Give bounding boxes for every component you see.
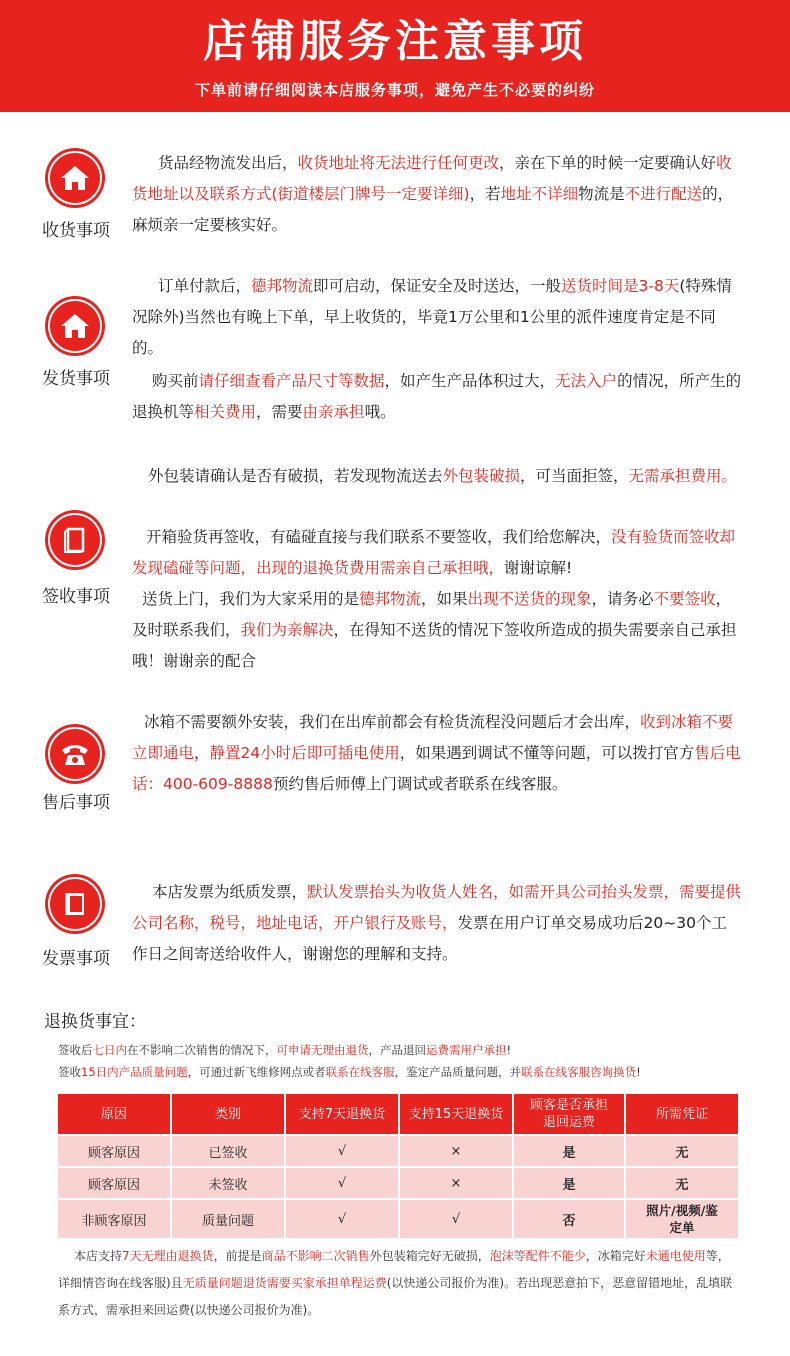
page-title: 店铺服务注意事项 (203, 16, 587, 67)
table-cell: × (400, 1136, 512, 1166)
table-cell: √ (400, 1200, 512, 1238)
table-header: 类别 (172, 1094, 284, 1134)
table-header: 支持7天退换货 (286, 1094, 398, 1134)
table-header-row (58, 1094, 738, 1134)
table-header: 顾客是否承担退回运费 (514, 1094, 624, 1134)
table-cell: √ (286, 1168, 398, 1198)
table-cell: 是 (514, 1168, 624, 1198)
telephone-icon (45, 724, 105, 784)
invoice-label: 发票事项 (42, 949, 110, 969)
after-label: 售后事项 (42, 793, 110, 813)
page-header (0, 0, 790, 112)
table-header: 原因 (58, 1094, 170, 1134)
page-subtitle: 下单前请仔细阅读本店服务事项，避免产生不必要的纠纷 (194, 81, 595, 99)
table-cell: 无 (626, 1168, 738, 1198)
returns-title: 退换货事宜： (44, 1012, 146, 1032)
receive-text: 货品经物流发出后，收货地址将无法进行任何更改，亲在下单的时候一定要确认好收货地址以及联系方式(街道楼层门牌号一定要详细)，若地址不详细物流是不进行配送的，麻烦亲一定要核实好。 (132, 154, 734, 234)
ship-text-1: 订单付款后，德邦物流即可启动，保证安全及时送达，一般送货时间是3-8天(特殊情况除外)当然也有晚上下单，早上收货的，毕竟1万公里和1公里的派件速度肯定是不同的。 (132, 277, 732, 357)
table-header: 支持15天退换货 (400, 1094, 512, 1134)
table-cell: 照片/视频/鉴定单 (626, 1200, 738, 1238)
returns-note-2: 签收15日内产品质量问题，可通过新飞维修网点或者联系在线客服，鉴定产品质量问题，并联系在线客服咨询换货! (58, 1065, 641, 1079)
table-cell: 顾客原因 (58, 1168, 170, 1198)
returns-footer: 本店支持7天无理由退换货，前提是商品不影响二次销售外包装箱完好无破损，泡沫等配件不能少，冰箱完好未通电使用等，详细情咨询在线客服)且无质量问题退货需要买家承担单程运费(以快递公司报价为准)。若出现恶意拍下，恶意留错地址，乱填联系方式，需承担来回运费(以快递公司报价为准)。 (58, 1249, 733, 1317)
table-cell: 已签收 (172, 1136, 284, 1166)
table-row (58, 1136, 738, 1166)
receive-label: 收货事项 (42, 221, 110, 241)
after-text: 冰箱不需要额外安装，我们在出库前都会有检货流程没问题后才会出库，收到冰箱不要立即通电，静置24小时后即可插电使用，如果遇到调试不懂等问题，可以拨打官方售后电话：400-609-8888预约售后师傅上门调试或者联系在线客服。 (132, 713, 741, 793)
book-icon (45, 510, 105, 570)
invoice-text: 本店发票为纸质发票，默认发票抬头为收货人姓名，如需开具公司抬头发票，需要提供公司名称，税号，地址电话，开户银行及账号，发票在用户订单交易成功后20~30个工作日之间寄送给收件人，谢谢您的理解和支持。 (132, 883, 742, 963)
table-cell: 否 (514, 1200, 624, 1238)
table-cell: × (400, 1168, 512, 1198)
table-row (58, 1168, 738, 1198)
returns-note-1: 签收后七日内在不影响二次销售的情况下，可申请无理由退货，产品退回运费需用户承担! (58, 1043, 512, 1057)
table-cell: 是 (514, 1136, 624, 1166)
table-cell: √ (286, 1136, 398, 1166)
ship-text-2: 购买前请仔细查看产品尺寸等数据，如产生产品体积过大，无法入户的情况，所产生的退换机等相关费用，需要由亲承担哦。 (132, 372, 742, 421)
table-cell: 顾客原因 (58, 1136, 170, 1166)
house-icon (45, 148, 105, 208)
ship-label: 发货事项 (42, 369, 110, 389)
red-book-icon (45, 874, 105, 934)
table-row (58, 1200, 738, 1238)
house-icon (45, 296, 105, 356)
sign-text-3: 送货上门，我们为大家采用的是德邦物流，如果出现不送货的现象，请务必不要签收，及时联系我们，我们为亲解决，在得知不送货的情况下签收所造成的损失需要亲自己承担哦！谢谢亲的配合 (132, 590, 737, 670)
returns-table (56, 1092, 740, 1240)
table-cell: 未签收 (172, 1168, 284, 1198)
table-header: 所需凭证 (626, 1094, 738, 1134)
table-cell: 非顾客原因 (58, 1200, 170, 1238)
table-cell: 无 (626, 1136, 738, 1166)
table-cell: 质量问题 (172, 1200, 284, 1238)
sign-text-1: 外包装请确认是否有破损，若发现物流送去外包装破损，可当面拒签，无需承担费用。 (148, 467, 738, 485)
sign-text-2: 开箱验货再签收，有磕碰直接与我们联系不要签收，我们给您解决，没有验货而签收却发现磕碰等问题，出现的退换货费用需亲自己承担哦，谢谢谅解! (132, 528, 736, 577)
sign-label: 签收事项 (42, 587, 110, 607)
table-cell: √ (286, 1200, 398, 1238)
